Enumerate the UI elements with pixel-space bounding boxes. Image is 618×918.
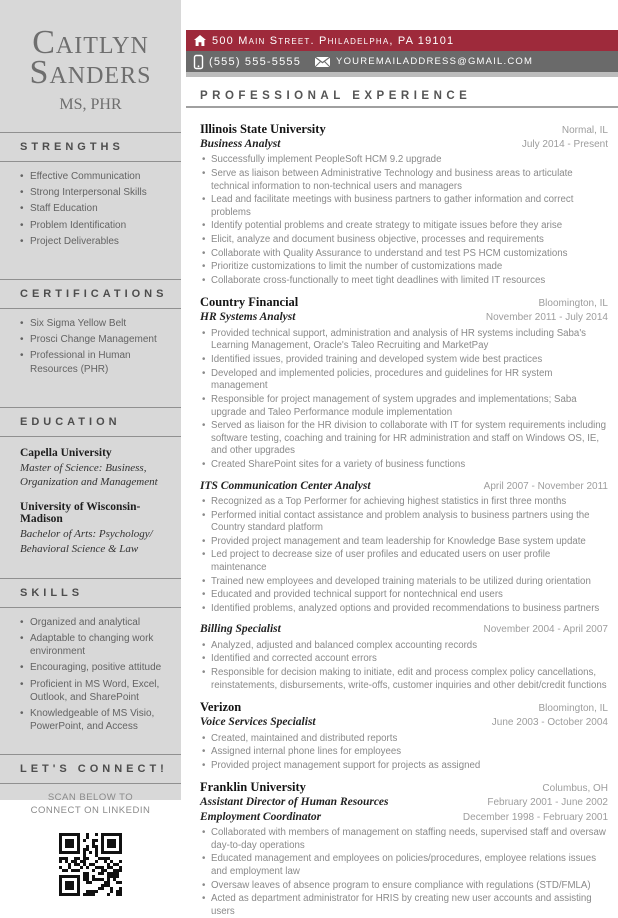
- bullet-item: • Served as liaison for the HR division to collaborate with IT for system requirements including software testing, coaching and training for HR administration and staff on Windows OS, IE, and other upgrades: [200, 420, 608, 458]
- bullet-item: • Developed and implemented policies, procedures and guidelines for HR system management: [200, 368, 608, 393]
- bullet-item: • Prioritize customizations to limit the number of customizations made: [200, 261, 608, 274]
- envelope-icon: [315, 57, 330, 67]
- list-item: • Project Deliverables: [20, 235, 173, 248]
- list-item: • Professional in Human Resources (PHR): [20, 349, 173, 375]
- experience-list: [186, 108, 618, 918]
- bullet-item: • Created SharePoint sites for a variety of business functions: [200, 459, 608, 472]
- list-item: • Knowledgeable of MS Visio, PowerPoint, and Access: [20, 707, 173, 733]
- bullet-item: • Collaborated with members of management on staffing needs, supervised staff and oversaw day-to-day operations: [200, 827, 608, 852]
- certifications-list: [0, 309, 181, 383]
- list-item: • Effective Communication: [20, 170, 173, 183]
- job-dates: April 2007 - November 2011: [483, 480, 608, 492]
- education-entry: [20, 447, 173, 490]
- certifications-section: [0, 279, 181, 383]
- job-title: ITS Communication Center Analyst: [200, 479, 371, 492]
- job-location: Bloomington, IL: [538, 703, 608, 715]
- header-shadow-strip: [186, 72, 618, 77]
- job-title: Voice Services Specialist: [200, 716, 316, 729]
- job-bullets: [200, 496, 608, 615]
- bullet-item: • Educated management and employees on policies/procedures, employee relations issues and employment law: [200, 853, 608, 878]
- company-name: Country Financial: [200, 295, 299, 310]
- job-location: Columbus, OH: [542, 783, 608, 795]
- bullet-item: • Responsible for project management of system upgrades and implementations; Saba upgrade and Taleo Performance module implementation: [200, 394, 608, 419]
- phone-text: (555) 555-5555: [209, 55, 302, 68]
- certifications-heading: CERTIFICATIONS: [20, 287, 168, 300]
- job-bullets: [200, 328, 608, 472]
- degree: Bachelor of Arts: Psychology/ Behavioral Science & Law: [20, 528, 153, 555]
- job-entry: [200, 780, 608, 918]
- bullet-item: • Identified and corrected account errors: [200, 653, 608, 666]
- bullet-item: • Serve as liaison between Administrative Technology and business areas to articulate technical information to non-technical users and managers: [200, 168, 608, 193]
- list-item: • Strong Interpersonal Skills: [20, 186, 173, 199]
- list-item: • Organized and analytical: [20, 616, 173, 629]
- skills-list: [0, 608, 181, 741]
- experience-section-heading: PROFESSIONAL EXPERIENCE: [200, 90, 472, 102]
- contact-bar: [186, 51, 618, 72]
- list-item: • Prosci Change Management: [20, 333, 173, 346]
- list-item: • Problem Identification: [20, 219, 173, 232]
- list-item: • Six Sigma Yellow Belt: [20, 317, 173, 330]
- list-item: • Encouraging, positive attitude: [20, 661, 173, 674]
- bullet-item: • Collaborate with Quality Assurance to understand and test PS HCM customizations: [200, 248, 608, 261]
- bullet-item: • Led project to decrease size of user profiles and educated users on user profile maintenance: [200, 549, 608, 574]
- bullet-item: • Identified problems, analyzed options and provided recommendations to business partners: [200, 603, 608, 616]
- bullet-item: • Recognized as a Top Performer for achieving highest statistics in first three months: [200, 496, 608, 509]
- strengths-section: [0, 132, 181, 255]
- job-bullets: [200, 154, 608, 287]
- credentials: MS, PHR: [59, 96, 122, 113]
- bullet-item: • Analyzed, adjusted and balanced complex accounting records: [200, 640, 608, 653]
- bullet-item: • Trained new employees and developed training materials to be utilized during orientation: [200, 576, 608, 589]
- name-block: [0, 0, 181, 114]
- main-column: [186, 0, 618, 917]
- qr-caption: SCAN BELOW TO CONNECT ON LINKEDIN: [30, 792, 151, 817]
- job-title: Billing Specialist: [200, 623, 281, 636]
- bullet-item: • Elicit, analyze and document business objective, processes and requirements: [200, 234, 608, 247]
- education-entries: [0, 437, 181, 570]
- job-title: Business Analyst: [200, 138, 281, 150]
- education-heading: EDUCATION: [20, 415, 121, 428]
- bullet-item: • Performed initial contact assistance and problem analysis to business partners using the Country standard platform: [200, 510, 608, 535]
- connect-heading: LET'S CONNECT!: [20, 763, 168, 776]
- job-dates: July 2014 - Present: [521, 139, 608, 150]
- education-entry: [20, 501, 173, 556]
- job-title: Employment Coordinator: [200, 810, 322, 823]
- job-bullets: [200, 640, 608, 692]
- school-name: University of Wisconsin-Madison: [20, 501, 141, 526]
- company-name: Verizon: [200, 700, 242, 715]
- bullet-item: • Assigned internal phone lines for employees: [200, 746, 608, 759]
- job-dates: November 2011 - July 2014: [485, 312, 608, 324]
- job-dates: November 2004 - April 2007: [483, 624, 608, 636]
- mobile-phone-icon: [194, 55, 203, 69]
- bullet-item: • Provided technical support, administration and analysis of HR systems including Saba's Learning Management, Oracle's Taleo Recruiting and MarketPay: [200, 328, 608, 353]
- address-text: 500 Main Street. Philadelpha, PA 19101: [212, 34, 455, 47]
- bullet-item: • Acted as department administrator for HRIS by creating new user accounts and assisting users: [200, 893, 608, 918]
- linkedin-qr-code: [54, 828, 127, 901]
- skills-heading: SKILLS: [20, 586, 84, 599]
- bullet-item: • Identify potential problems and create strategy to mitigate issues before they arise: [200, 220, 608, 233]
- job-location: Bloomington, IL: [538, 298, 608, 310]
- strengths-heading: STRENGTHS: [20, 141, 124, 153]
- bullet-item: • Provided project management and team leadership for Knowledge Base system update: [200, 536, 608, 549]
- job-dates: June 2003 - October 2004: [491, 717, 608, 729]
- job-dates: December 1998 - February 2001: [462, 811, 608, 823]
- job-title: Assistant Director of Human Resources: [200, 796, 389, 809]
- job-location: Normal, IL: [561, 125, 608, 136]
- degree: Master of Science: Business, Organization and Management: [20, 461, 158, 488]
- company-name: Franklin University: [200, 780, 306, 795]
- job-bullets: [200, 733, 608, 773]
- job-entry: [200, 700, 608, 772]
- list-item: • Adaptable to changing work environment: [20, 632, 173, 658]
- education-section: [0, 407, 181, 570]
- first-name: Caitlyn: [32, 24, 149, 61]
- bullet-item: • Created, maintained and distributed reports: [200, 733, 608, 746]
- bullet-item: • Responsible for decision making to initiate, edit and process complex policy cancellations, reinstatements, disbursements, write-offs, customer inquiries and other debit/credit functions: [200, 667, 608, 692]
- job-entry: [200, 295, 608, 692]
- bullet-item: • Provided project management support for projects as assigned: [200, 760, 608, 773]
- bullet-item: • Collaborate cross-functionally to meet tight deadlines with limited IT resources: [200, 275, 608, 288]
- skills-section: [0, 578, 181, 741]
- strengths-list: [0, 162, 181, 255]
- email-text: YOUREMAILADDRESS@GMAIL.COM: [336, 56, 534, 67]
- house-icon: [194, 35, 206, 46]
- bullet-item: • Lead and facilitate meetings with business partners to gather information and correct problems: [200, 194, 608, 219]
- job-bullets: [200, 827, 608, 918]
- job-entry: [200, 122, 608, 287]
- bullet-item: • Oversaw leaves of absence program to ensure compliance with regulations (STD/FMLA): [200, 880, 608, 893]
- school-name: Capella University: [20, 446, 112, 459]
- bullet-item: • Successfully implement PeopleSoft HCM 9.2 upgrade: [200, 154, 608, 167]
- sidebar: [0, 0, 181, 817]
- job-title: HR Systems Analyst: [200, 311, 296, 324]
- bullet-item: • Identified issues, provided training and developed system wide best practices: [200, 354, 608, 367]
- company-name: Illinois State University: [200, 122, 326, 136]
- bullet-item: • Educated and provided technical support for nontechnical end users: [200, 589, 608, 602]
- last-name: Sanders: [29, 54, 152, 91]
- job-dates: February 2001 - June 2002: [487, 797, 608, 809]
- connect-section: [0, 754, 181, 901]
- list-item: • Proficient in MS Word, Excel, Outlook, and SharePoint: [20, 678, 173, 704]
- address-bar: [186, 30, 618, 51]
- list-item: • Staff Education: [20, 202, 173, 215]
